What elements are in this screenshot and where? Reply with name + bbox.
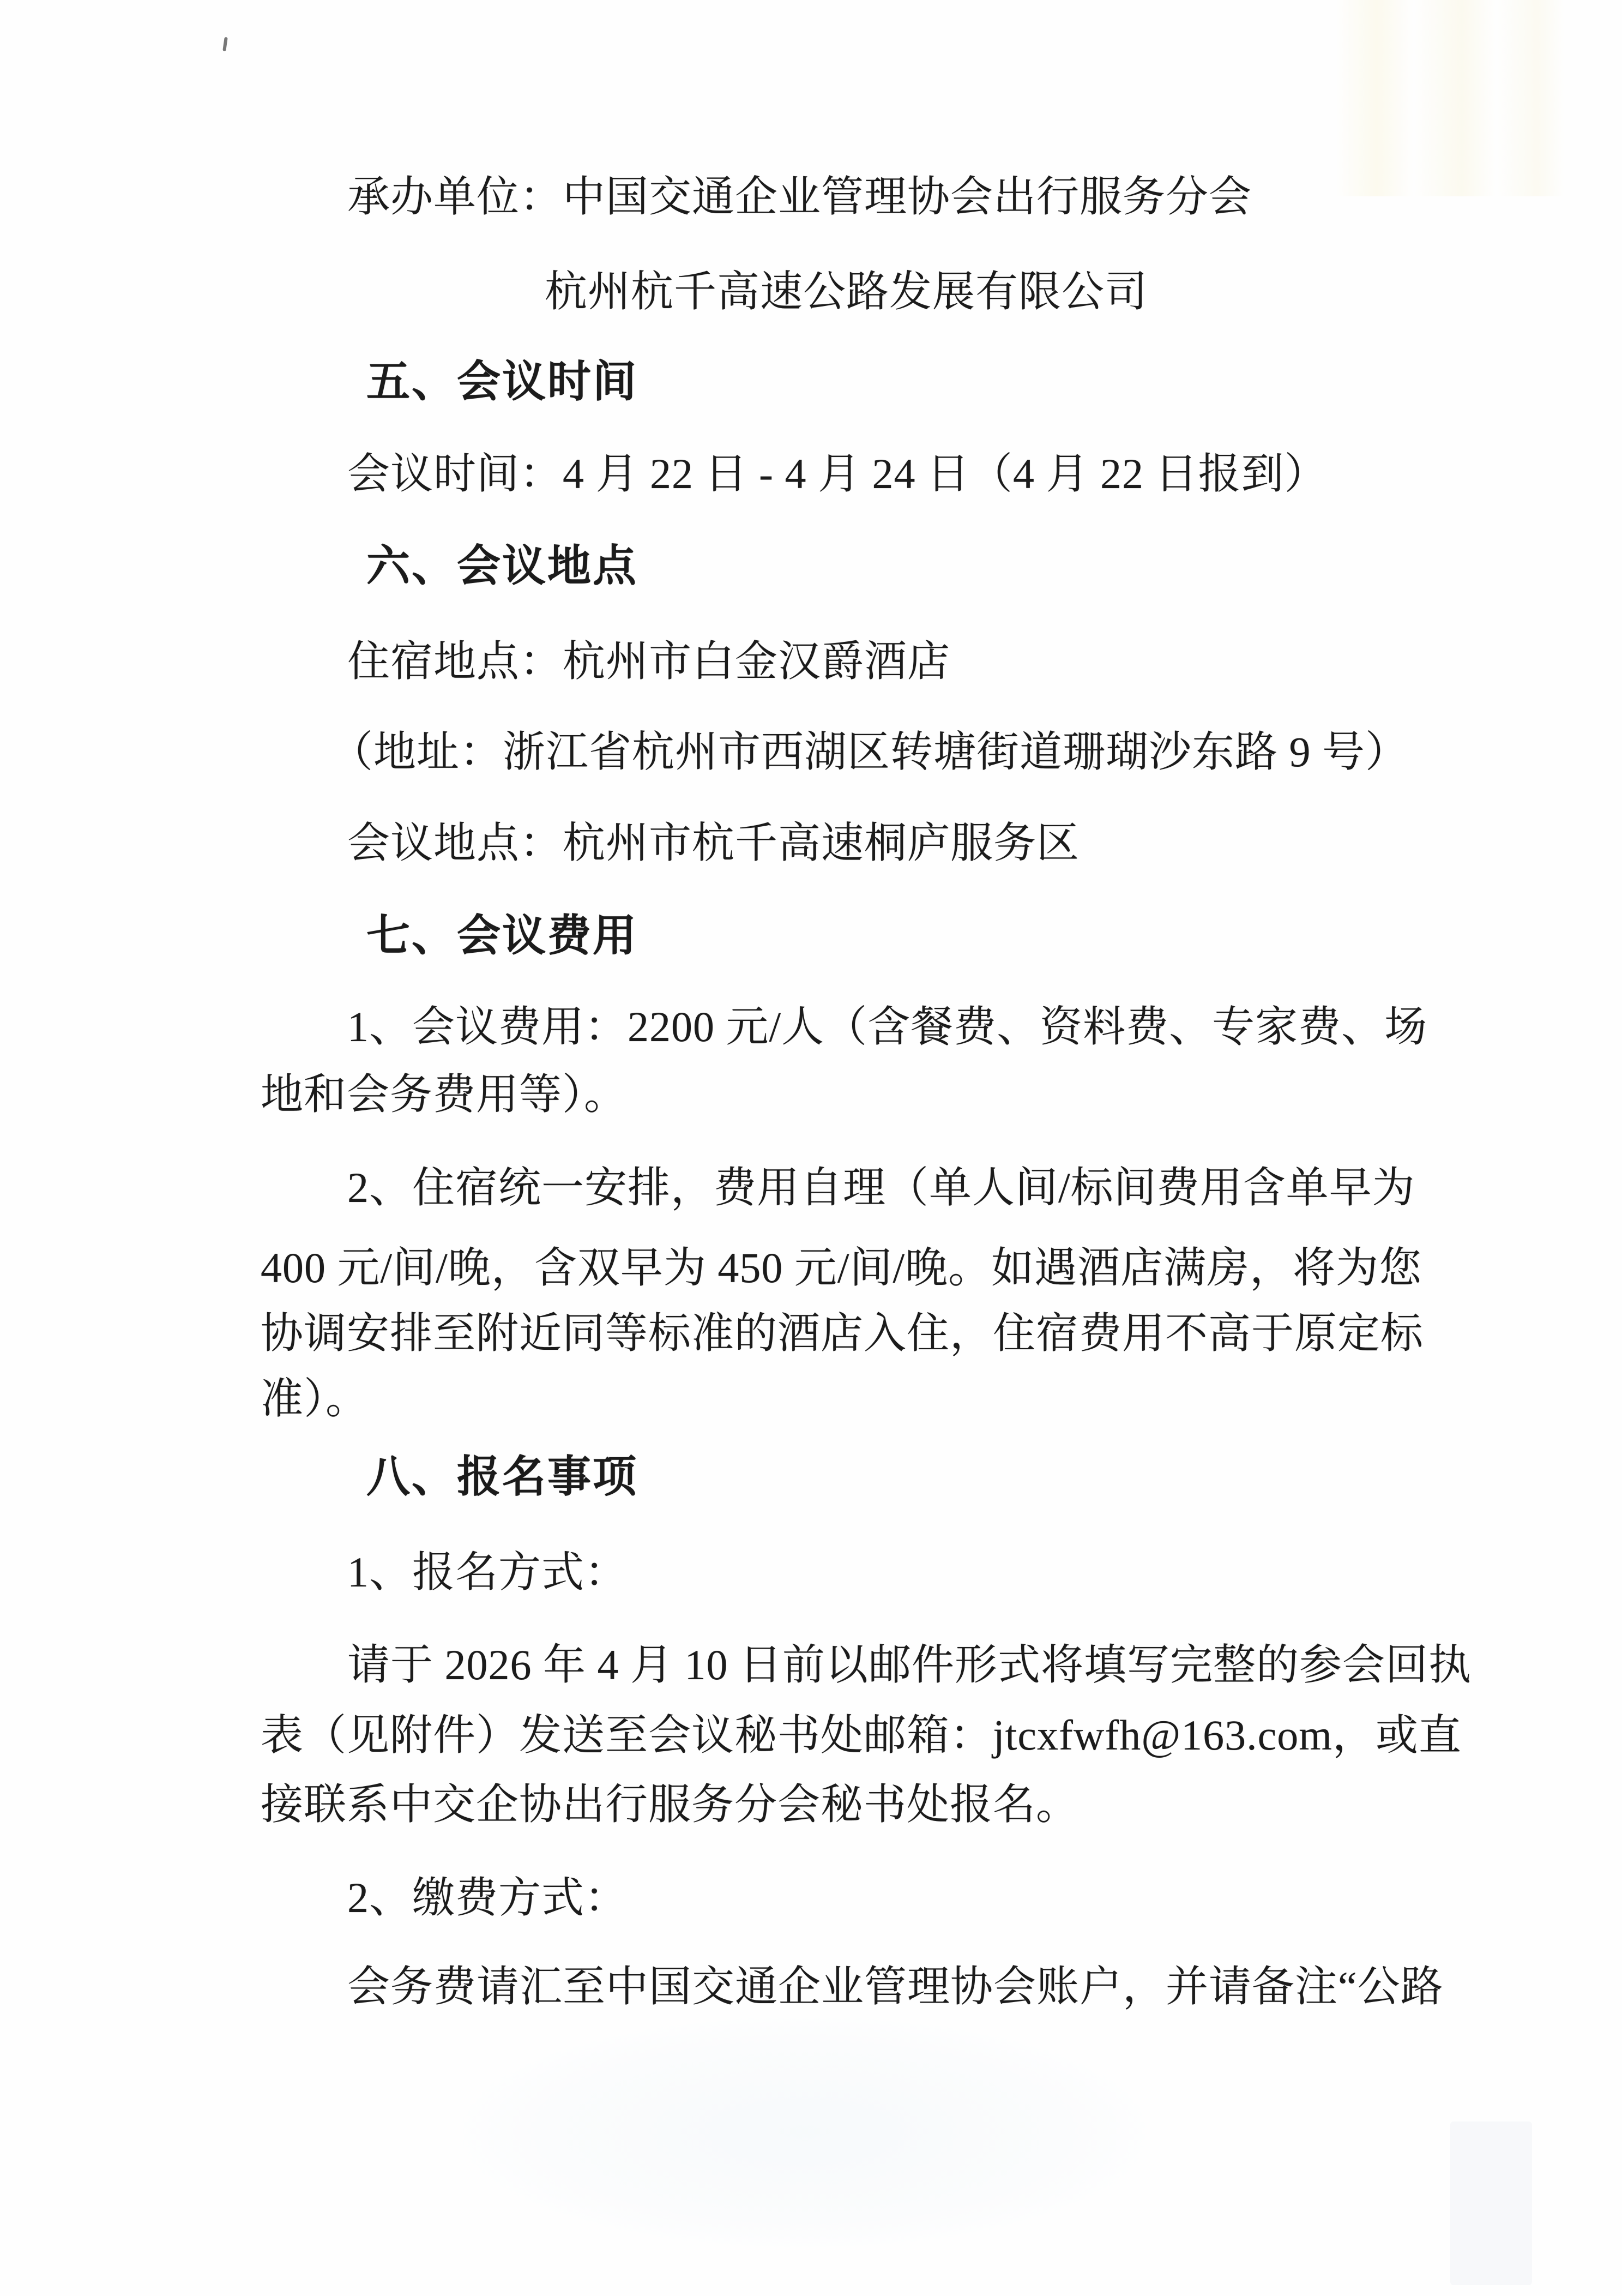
payment-instruction-line-1: 会务费请汇至中国交通企业管理协会账户，并请备注“公路 (347, 1963, 1444, 2010)
fee-item-2-line-4: 准）。 (261, 1375, 369, 1422)
scan-blotch-artifact (463, 2018, 1145, 2247)
page-bleed-artifact (1450, 2121, 1532, 2285)
scan-speck-artifact (222, 37, 228, 52)
section-7-heading: 七、会议费用 (366, 911, 638, 960)
meeting-location-line: 会议地点：杭州市杭千高速桐庐服务区 (347, 819, 1080, 867)
lodging-location-line: 住宿地点：杭州市白金汉爵酒店 (347, 638, 951, 685)
section-8-heading: 八、报名事项 (366, 1452, 638, 1501)
meeting-time-line: 会议时间：4 月 22 日 - 4 月 24 日（4 月 22 日报到） (347, 450, 1328, 497)
fee-item-1-line-1: 1、会议费用：2200 元/人（含餐费、资料费、专家费、场 (347, 1003, 1428, 1050)
fee-item-1-line-2: 地和会务费用等）。 (261, 1071, 628, 1118)
lodging-address-line: （地址：浙江省杭州市西湖区转塘街道珊瑚沙东路 9 号） (330, 728, 1409, 776)
signup-method-label: 1、报名方式： (347, 1548, 628, 1596)
fee-item-2-line-3: 协调安排至附近同等标准的酒店入住，住宿费用不高于原定标 (261, 1309, 1424, 1357)
section-5-heading: 五、会议时间 (366, 357, 638, 406)
section-6-heading: 六、会议地点 (366, 542, 638, 590)
organizer-line-1: 承办单位：中国交通企业管理协会出行服务分会 (347, 173, 1252, 220)
signup-instruction-line-2: 表（见附件）发送至会议秘书处邮箱：jtcxfwfh@163.com，或直 (261, 1711, 1462, 1759)
signup-instruction-line-1: 请于 2026 年 4 月 10 日前以邮件形式将填写完整的参会回执 (347, 1641, 1472, 1688)
payment-method-label: 2、缴费方式： (347, 1874, 628, 1921)
organizer-line-2: 杭州杭千高速公路发展有限公司 (545, 268, 1148, 315)
signup-instruction-line-3: 接联系中交企协出行服务分会秘书处报名。 (261, 1781, 1080, 1828)
scan-streak-artifact (1336, 0, 1565, 196)
fee-item-2-line-2: 400 元/间/晚，含双早为 450 元/间/晚。如遇酒店满房，将为您 (261, 1244, 1422, 1291)
fee-item-2-line-1: 2、住宿统一安排，费用自理（单人间/标间费用含单早为 (347, 1164, 1415, 1211)
